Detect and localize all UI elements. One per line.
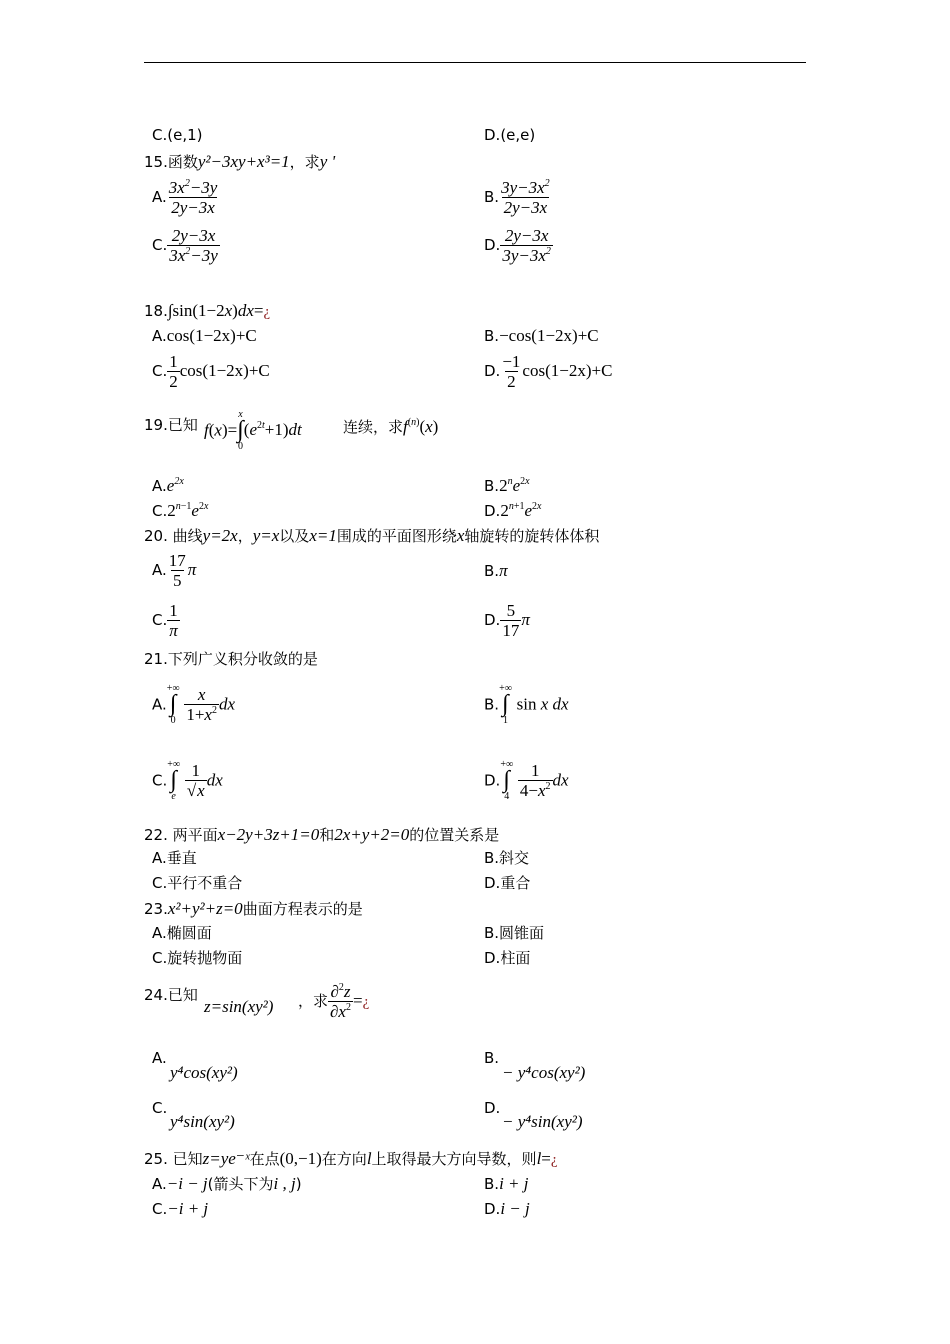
q25-option-a: A.−i − j(箭头下为i , j) [152,1174,302,1193]
q19-option-b: $B.2^ne^{2x}$ [484,476,530,495]
q21-option-a: A. +∞ ∫ 0 $\frac{x}{1+x^2}$ dx [152,683,236,726]
q20-option-a: A. $\frac{17}{5}$ π [152,551,197,591]
q25-option-d: D.i − j [484,1199,530,1218]
q24-option-c-label: C. [152,1099,168,1117]
q21-stem: 21.下列广义积分收敛的是 [144,650,318,668]
q24-option-d: − y⁴sin(xy²) [502,1112,583,1131]
q20-stem: 20. 曲线y=2x，y=x以及x=1围成的平面图形绕x轴旋转的旋转体体积 [144,526,600,545]
q21-option-b: B. +∞ ∫ 1 sin x dx [484,683,569,726]
q23-option-a: A.椭圆面 [152,924,212,942]
q15-option-a: A. $\frac{3x^2-3y}{2y-3x}$ [152,178,218,218]
q15-option-d: D. $\frac{2y-3x}{3y-3x^2}$ [484,226,551,266]
q24-option-d-label: D. [484,1099,501,1117]
q22-option-c: C.平行不重合 [152,874,243,892]
q24-option-a-label: A. [152,1049,167,1067]
q19-stem-tail: 连续，求$f^{(n)}(x)$ [343,417,439,436]
q25-option-c: C.−i + j [152,1199,209,1218]
q14-option-c: C.(e,1) [152,126,203,144]
q22-option-b: B.斜交 [484,849,530,867]
q19-option-c: $C.2^{n-1}e^{2x}$ [152,501,209,520]
q22-option-a: A.垂直 [152,849,197,867]
q20-option-c: C. $\frac{1}{\pi}$ [152,601,178,641]
q14-option-d: D.(e,e) [484,126,536,144]
q24-option-b: − y⁴cos(xy²) [502,1063,586,1082]
q20-option-d: D. $\frac{5}{17}$ π [484,601,530,641]
q15-option-b: B. $\frac{3y-3x^2}{2y-3x}$ [484,178,550,218]
q21-option-d: D. +∞ ∫ 4 $\frac{1}{4-x^2}$ dx [484,759,569,802]
q18-option-c: C. $\frac{1}{2}$ cos(1−2x)+C [152,352,270,392]
q25-stem: 25. 已知z=ye⁻ˣ在点(0,−1)在方向l上取得最大方向导数，则l=¿ [144,1149,558,1168]
header-rule [144,62,806,63]
q18-stem: 18.∫sin(1−2x)dx=¿ [144,301,271,320]
q24-option-c: y⁴sin(xy²) [170,1112,235,1131]
q23-option-d: D.柱面 [484,949,531,967]
q21-option-c: C. +∞ ∫ e $\frac{1}{√x}$ dx [152,759,223,802]
q23-option-b: B.圆锥面 [484,924,545,942]
q24-derivative: ，求 $\frac{\partial^2z}{\partial x^2}$ =¿ [298,982,370,1022]
q15-stem: 15.函数y²−3xy+x³=1，求y ' [144,152,336,171]
q24-equation: z=sin(xy²) [204,997,274,1016]
q22-stem: 22. 两平面x−2y+3z+1=0和2x+y+2=0的位置关系是 [144,825,500,844]
q18-option-b: B.−cos(1−2x)+C [484,326,599,345]
q18-option-d: D. $\frac{-1}{2}$ cos(1−2x)+C [484,352,613,392]
q19-equation: f(x)= x ∫ 0 $(e^{2t}+1)dt$ [204,409,302,452]
q19-stem: 19.已知 [144,416,198,434]
q24-option-a: y⁴cos(xy²) [170,1063,238,1082]
q19-option-d: $D.2^{n+1}e^{2x}$ [484,501,542,520]
q19-option-a: $A.e^{2x}$ [152,476,184,495]
q24-option-b-label: B. [484,1049,500,1067]
q20-option-b: B.π [484,561,508,580]
q24-stem: 24.已知 [144,986,198,1004]
q18-option-a: A.cos(1−2x)+C [152,326,257,345]
q22-option-d: D.重合 [484,874,531,892]
q15-option-c: C. $\frac{2y-3x}{3x^2-3y}$ [152,226,218,266]
q23-option-c: C.旋转抛物面 [152,949,243,967]
q25-option-b: B.i + j [484,1174,529,1193]
q23-stem: 23.x²+y²+z=0曲面方程表示的是 [144,899,363,918]
